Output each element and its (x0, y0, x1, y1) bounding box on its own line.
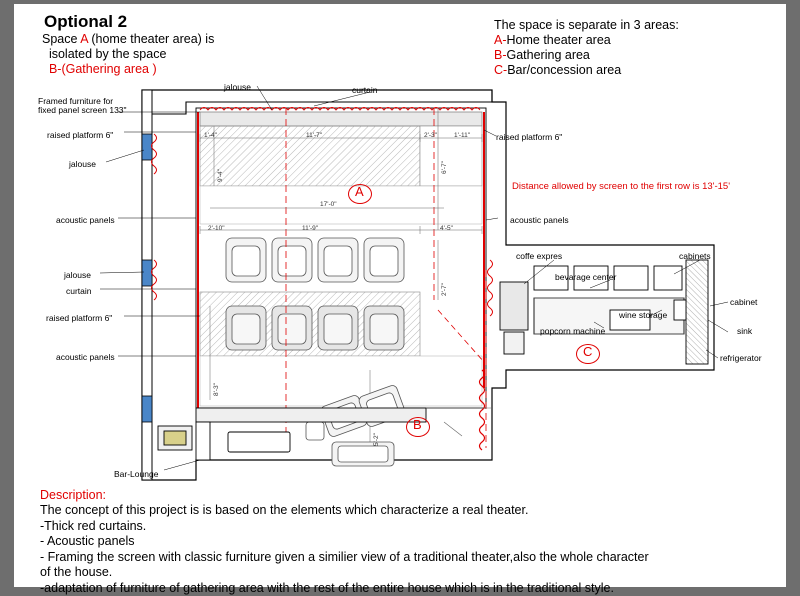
screen-distance-note: Distance allowed by screen to the first row is 13'-15' (512, 181, 730, 192)
dimension-2-3: 2'-3" (424, 132, 437, 139)
dimension-vertical-left-low: 8'-3" (213, 383, 220, 396)
label-jalouse-left-top: jalouse (69, 159, 96, 169)
label-refrigerator: refrigerator (720, 353, 762, 363)
description-line-5: of the house. (40, 565, 760, 581)
subtitle-part-1: Space (42, 32, 80, 46)
label-jalouse-left-mid: jalouse (64, 270, 91, 280)
description-line-3: - Acoustic panels (40, 534, 760, 550)
floor-plan (14, 70, 786, 480)
subtitle-zone-a: A (80, 32, 88, 46)
header-legend (494, 18, 679, 78)
label-raised-platform-right: raised platform 6" (496, 132, 562, 142)
dimension-vertical-right-mid: 2'-7" (441, 283, 448, 296)
description-block (14, 488, 786, 596)
label-framed-furniture-line1: Framed furniture for (38, 96, 113, 106)
description-title: Description: (40, 488, 760, 502)
description-line-6: -adaptation of furniture of gathering area with the rest of the entire house which is in the traditional style. (40, 581, 760, 596)
legend-b-text: Gathering area (507, 48, 590, 62)
subtitle-part-3: isolated by the space (49, 47, 166, 61)
label-curtain-left: curtain (66, 286, 92, 296)
subtitle-part-4: (Gathering area ) (61, 62, 156, 76)
subtitle-part-2: (home theater area) is (88, 32, 214, 46)
label-coffe-expres: coffe expres (516, 251, 562, 261)
legend-item-a (494, 33, 679, 48)
dimension-vertical-lounge: 5'-2" (373, 433, 380, 446)
floor-plan-svg (14, 70, 786, 480)
legend-c-text: Bar/concession area (507, 63, 621, 77)
legend-item-b (494, 48, 679, 63)
legend-b-key: B- (494, 48, 507, 62)
legend-c-key: C- (494, 63, 507, 77)
dimension-11-7: 11'-7" (306, 132, 322, 139)
dimension-17-0: 17'-0" (320, 201, 337, 208)
label-raised-platform-left-bottom: raised platform 6" (46, 313, 112, 323)
zone-marker-c: C (583, 344, 592, 359)
legend-a-key: A- (494, 33, 507, 47)
description-line-4: - Framing the screen with classic furniture given a similier view of a traditional theater,also the whole character (40, 550, 760, 566)
dimension-1-4: 1'-4" (204, 132, 217, 139)
label-jalouse-top: jalouse (224, 82, 251, 92)
label-acoustic-panels-left-bottom: acoustic panels (56, 352, 115, 362)
dimension-2-10: 2'-10" (208, 225, 225, 232)
dimension-4-5: 4'-5" (440, 225, 453, 232)
dimension-vertical-right-top: 6'-7" (441, 161, 448, 174)
label-curtain-top: curtain (352, 85, 378, 95)
legend-a-text: Home theater area (507, 33, 611, 47)
drawing-sheet (14, 4, 786, 587)
label-acoustic-panels-left-top: acoustic panels (56, 215, 115, 225)
zone-marker-b: B (413, 417, 422, 432)
label-bar-lounge: Bar-Lounge (114, 469, 158, 479)
label-cabinet: cabinet (730, 297, 757, 307)
label-popcorn-machine: popcorn machine (540, 326, 605, 336)
label-raised-platform-left-top: raised platform 6" (47, 130, 113, 140)
subtitle-zone-b: B- (49, 62, 62, 76)
label-acoustic-panels-right: acoustic panels (510, 215, 569, 225)
legend-intro: The space is separate in 3 areas: (494, 18, 679, 33)
label-framed-furniture-line2: fixed panel screen 133" (38, 105, 127, 115)
label-wine-storage: wine storage (619, 310, 667, 320)
dimension-11-9: 11'-9" (302, 225, 318, 232)
dimension-1-11: 1'-11" (454, 132, 470, 139)
description-line-1: The concept of this project is is based on the elements which characterize a real theater. (40, 503, 760, 519)
zone-marker-a: A (355, 184, 364, 199)
description-line-2: -Thick red curtains. (40, 519, 760, 535)
dimension-vertical-left: 9'-4" (217, 169, 224, 182)
label-sink: sink (737, 326, 752, 336)
label-bevarage-center: bevarage center (555, 272, 616, 282)
page-title: Optional 2 (44, 12, 127, 32)
label-cabinets: cabinets (679, 251, 711, 261)
